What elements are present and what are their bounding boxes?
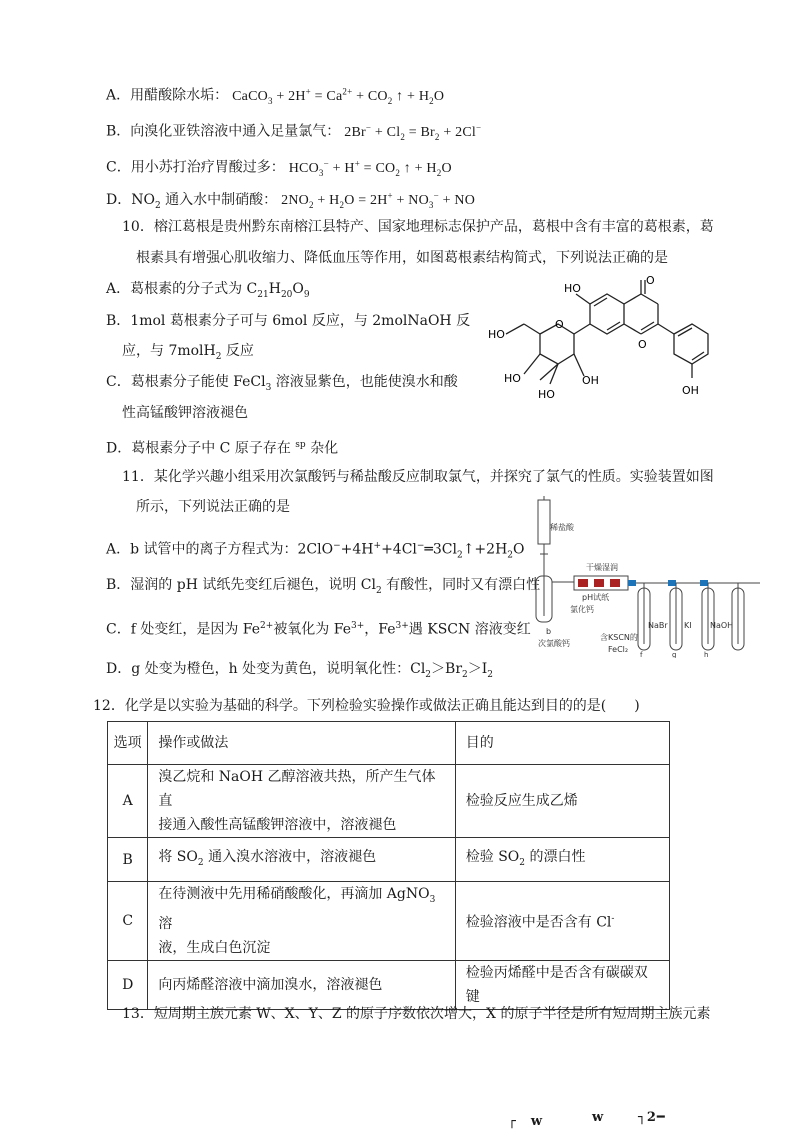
label-kscn: 含KSCN的: [600, 633, 638, 642]
label-b: b: [546, 627, 552, 636]
table-row: [108, 765, 670, 838]
chlorine-apparatus-diagram: [524, 496, 760, 658]
q10-stem-line2: 根素具有增强心肌收缩力、降低血压等作用，如图葛根素结构简式，下列说法正确的是: [136, 250, 668, 266]
struct-ho-bl: HO: [504, 372, 521, 385]
label-ki: KI: [684, 621, 692, 630]
q10-option-d: D．葛根素分子中 C 原子存在 $^{sp}$ 杂化: [106, 440, 339, 457]
label-h: h: [704, 651, 709, 658]
label-dilute-hcl: 稀盐酸: [550, 523, 574, 532]
row-option: C: [108, 882, 148, 961]
table-row: [108, 838, 670, 882]
q9-option-d-label: D．$NO_2$ 通入水中制硝酸：: [106, 191, 278, 211]
label-nabr: NaBr: [648, 621, 668, 630]
q10-option-c-line2: 性高锰酸钾溶液褪色: [122, 405, 248, 421]
struct-ho-bottom: HO: [538, 388, 555, 401]
label-ph-paper: pH试纸: [582, 593, 610, 602]
q11-option-d: D．g 处变为橙色，h 处变为黄色，说明氧化性：$Cl_2>Br_2>I_2$: [106, 661, 494, 680]
struct-o-ring2: O: [638, 338, 647, 351]
q10-option-b-line1: B．1mol 葛根素分子可与 6mol 反应，与 2molNaOH 反: [106, 313, 471, 329]
table-header-operation: 操作或做法: [148, 722, 455, 765]
puerarin-structure-diagram: [466, 276, 716, 416]
label-fecl2: FeCl₂: [608, 645, 629, 654]
table-header-option: 选项: [108, 722, 148, 765]
label-naoh: NaOH: [710, 621, 734, 630]
struct-o-ketone: O: [646, 276, 655, 287]
row-option: B: [108, 838, 148, 882]
q11-option-a: A．b 试管中的离子方程式为：$2ClO^-+4H^++4Cl^-═3Cl_2↑+2H_2O$: [106, 541, 525, 561]
q9-option-c: [106, 154, 452, 181]
struct-o-ring: O: [555, 318, 564, 331]
footer-mark-right: ┐2━: [638, 1110, 666, 1125]
row-goal: 检验 $SO_2$ 的漂白性: [455, 838, 669, 882]
q9-option-d: [106, 186, 475, 214]
q10-stem-line1: 10．榕江葛根是贵州黔东南榕江县特产、国家地理标志保护产品，葛根中含有丰富的葛根素，葛: [122, 219, 714, 235]
label-ca-hypochlorite: 次氯酸钙: [538, 639, 570, 648]
row-goal: 检验丙烯醛中是否含有碳碳双键: [455, 960, 669, 1009]
q10-option-c-line1: C．葛根素分子能使 FeCl$_3$ 溶液显紫色，也能使溴水和酸: [106, 374, 458, 393]
q13-stem: 13．短周期主族元素 W、X、Y、Z 的原子序数依次增大，X 的原子半径是所有短周期主族元素: [122, 1006, 711, 1022]
q11-option-b: B．湿润的 pH 试纸先变红后褪色，说明 $Cl_2$ 有酸性，同时又有漂白性: [106, 577, 541, 596]
struct-oh-br: OH: [582, 374, 599, 387]
label-dry-wet: 干燥湿润: [586, 563, 618, 572]
q12-table: [107, 721, 670, 1010]
row-operation: 向丙烯醛溶液中滴加溴水，溶液褪色: [148, 960, 455, 1009]
table-row: [108, 882, 670, 961]
q9-option-c-label: C．用小苏打治疗胃酸过多：: [106, 159, 285, 176]
label-g: g: [672, 651, 677, 658]
struct-oh-right: OH: [682, 384, 699, 397]
row-operation: 溴乙烷和 NaOH 乙醇溶液共热，所产生气体直 接通入酸性高锰酸钾溶液中，溶液褪色: [148, 765, 455, 838]
q9-option-a-equation: CaCO$_3$ + $2H^+ = Ca^{2+} + CO_2$ ↑ + $H_2O$: [232, 86, 445, 106]
struct-ho-top: HO: [564, 282, 581, 295]
table-header-row: [108, 722, 670, 765]
row-operation: 将 $SO_2$ 通入溴水溶液中，溶液褪色: [148, 838, 455, 882]
q12-stem: 12．化学是以实验为基础的科学。下列检验实验操作或做法正确且能达到目的的是( ): [93, 698, 640, 714]
struct-ho-left: HO: [488, 328, 505, 341]
q9-option-b-equation: $2Br^- + Cl_2 = Br_2 + 2Cl^-$: [344, 122, 482, 142]
q9-option-d-equation: $2NO_2 + H_2O = 2H^+ + NO_3^-$ + NO: [281, 190, 476, 210]
row-goal: 检验反应生成乙烯: [455, 765, 669, 838]
q10-option-b-line2: 应，与 7molH$_2$ 反应: [122, 343, 254, 362]
footer-mark-left: ┌ w: [508, 1114, 544, 1129]
label-cacl2: 氯化钙: [570, 605, 594, 614]
q11-option-c: C．f 处变红，是因为 $Fe^{2+}$被氧化为 $Fe^{3+}$，$Fe^{3+}$遇 KSCN 溶液变红: [106, 621, 531, 638]
row-option: A: [108, 765, 148, 838]
q11-stem-line2: 所示，下列说法正确的是: [136, 499, 290, 515]
q10-option-a: A．葛根素的分子式为 $C_{21}H_{20}O_9$: [106, 281, 310, 300]
table-row: [108, 960, 670, 1009]
table-header-goal: 目的: [455, 722, 669, 765]
q9-option-a-label: A．用醋酸除水垢：: [106, 87, 229, 104]
q9-option-c-equation: $HCO_3^- + H^+ = CO_2$ ↑ + $H_2O$: [288, 158, 452, 178]
q9-option-a: [106, 82, 444, 109]
q9-option-b: [106, 118, 481, 145]
q9-option-b-label: B．向溴化亚铁溶液中通入足量氯气：: [106, 123, 341, 140]
label-f: f: [640, 651, 643, 658]
q11-stem-line1: 11．某化学兴趣小组采用次氯酸钙与稀盐酸反应制取氯气，并探究了氯气的性质。实验装置如图: [122, 469, 714, 485]
row-option: D: [108, 960, 148, 1009]
row-goal: 检验溶液中是否含有 Cl-: [455, 882, 669, 961]
footer-mark-mid: w: [592, 1110, 605, 1125]
row-operation: 在待测液中先用稀硝酸酸化，再滴加 AgNO$_3$ 溶 液，生成白色沉淀: [148, 882, 455, 961]
